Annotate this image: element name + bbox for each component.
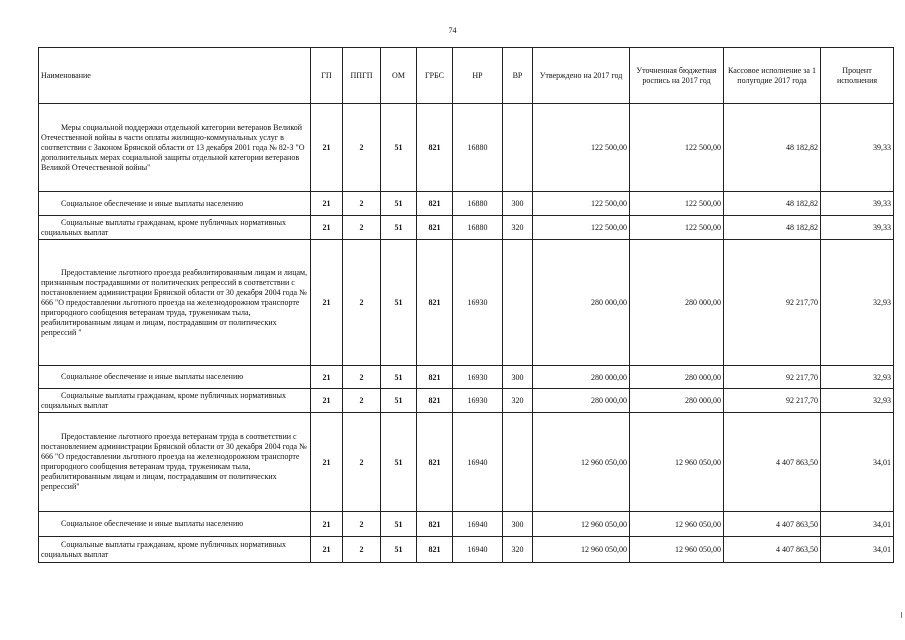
row-approved: 12 960 050,00 <box>533 413 630 512</box>
row-np: 16940 <box>453 413 503 512</box>
header-gp: ГП <box>311 48 343 104</box>
row-percent: 39,33 <box>821 104 894 192</box>
row-om: 51 <box>381 512 417 537</box>
row-om: 51 <box>381 240 417 366</box>
row-ppgp: 2 <box>343 192 381 216</box>
row-name: Предоставление льготного проезда реабилитированным лицам и лицам, признанным пострадавшими от политических репрессий в соответствии с постановлением администрации Брянской области от 30 декабря 2004 года № 666 "О предоставлении льготного проезда на железнодорожном транспорте пригородного сообщения ветеранам труда, труженикам тыла, реабилитированным лицам и лицам, пострадавшим от политических репрессий " <box>39 240 311 366</box>
header-refined: Уточненная бюджетная роспись на 2017 год <box>630 48 724 104</box>
table-row <box>39 537 894 563</box>
row-ppgp: 2 <box>343 240 381 366</box>
row-cash: 4 407 863,50 <box>724 512 821 537</box>
row-refined: 122 500,00 <box>630 216 724 240</box>
table-row <box>39 192 894 216</box>
row-gp: 21 <box>311 512 343 537</box>
row-approved: 122 500,00 <box>533 216 630 240</box>
row-np: 16940 <box>453 537 503 563</box>
row-gp: 21 <box>311 537 343 563</box>
row-ppgp: 2 <box>343 366 381 389</box>
row-percent: 32,93 <box>821 366 894 389</box>
row-ppgp: 2 <box>343 104 381 192</box>
row-percent: 34,01 <box>821 413 894 512</box>
row-approved: 12 960 050,00 <box>533 537 630 563</box>
row-cash: 48 182,82 <box>724 216 821 240</box>
row-approved: 280 000,00 <box>533 240 630 366</box>
row-gp: 21 <box>311 192 343 216</box>
budget-table <box>38 47 894 563</box>
row-gp: 21 <box>311 104 343 192</box>
scan-edge-mark <box>901 612 902 618</box>
row-refined: 122 500,00 <box>630 104 724 192</box>
row-om: 51 <box>381 413 417 512</box>
header-np: НР <box>453 48 503 104</box>
row-grbs: 821 <box>417 216 453 240</box>
row-vr: 300 <box>503 192 533 216</box>
row-ppgp: 2 <box>343 537 381 563</box>
header-om: ОМ <box>381 48 417 104</box>
row-om: 51 <box>381 104 417 192</box>
row-vr: 300 <box>503 366 533 389</box>
table-row <box>39 366 894 389</box>
header-ppgp: ППГП <box>343 48 381 104</box>
row-percent: 32,93 <box>821 389 894 413</box>
table-row <box>39 216 894 240</box>
row-vr <box>503 240 533 366</box>
row-grbs: 821 <box>417 366 453 389</box>
row-grbs: 821 <box>417 413 453 512</box>
row-refined: 280 000,00 <box>630 240 724 366</box>
row-percent: 39,33 <box>821 216 894 240</box>
header-approved: Утверждено на 2017 год <box>533 48 630 104</box>
row-vr: 320 <box>503 389 533 413</box>
row-refined: 280 000,00 <box>630 389 724 413</box>
row-approved: 12 960 050,00 <box>533 512 630 537</box>
row-name: Социальные выплаты гражданам, кроме публичных нормативных социальных выплат <box>39 389 311 413</box>
row-vr <box>503 104 533 192</box>
row-grbs: 821 <box>417 240 453 366</box>
row-np: 16940 <box>453 512 503 537</box>
row-gp: 21 <box>311 216 343 240</box>
row-np: 16880 <box>453 104 503 192</box>
page-number: 74 <box>448 26 457 35</box>
header-cash: Кассовое исполнение за 1 полугодие 2017 года <box>724 48 821 104</box>
row-np: 16880 <box>453 216 503 240</box>
row-grbs: 821 <box>417 104 453 192</box>
row-percent: 34,01 <box>821 537 894 563</box>
row-grbs: 821 <box>417 537 453 563</box>
row-approved: 122 500,00 <box>533 192 630 216</box>
row-cash: 92 217,70 <box>724 240 821 366</box>
row-approved: 280 000,00 <box>533 389 630 413</box>
row-refined: 12 960 050,00 <box>630 537 724 563</box>
row-name: Социальные выплаты гражданам, кроме публичных нормативных социальных выплат <box>39 537 311 563</box>
row-om: 51 <box>381 192 417 216</box>
row-percent: 34,01 <box>821 512 894 537</box>
row-np: 16930 <box>453 366 503 389</box>
row-name: Меры социальной поддержки отдельной категории ветеранов Великой Отечественной войны в части оплаты жилищно-коммунальных услуг в соответствии с Законом Брянской области от 13 декабря 2001 года № 82-З "О дополнительных мерах социальной защиты отдельной категории ветеранов Великой Отечественной войны" <box>39 104 311 192</box>
row-approved: 122 500,00 <box>533 104 630 192</box>
table-row <box>39 104 894 192</box>
row-gp: 21 <box>311 366 343 389</box>
row-ppgp: 2 <box>343 512 381 537</box>
row-percent: 39,33 <box>821 192 894 216</box>
table-header-row <box>39 48 894 104</box>
row-np: 16930 <box>453 389 503 413</box>
row-grbs: 821 <box>417 512 453 537</box>
row-vr: 320 <box>503 216 533 240</box>
row-vr <box>503 413 533 512</box>
row-ppgp: 2 <box>343 389 381 413</box>
row-name: Социальное обеспечение и иные выплаты населению <box>39 512 311 537</box>
header-vr: ВР <box>503 48 533 104</box>
row-name: Социальное обеспечение и иные выплаты населению <box>39 366 311 389</box>
table-row <box>39 413 894 512</box>
row-approved: 280 000,00 <box>533 366 630 389</box>
table-row <box>39 512 894 537</box>
row-vr: 320 <box>503 537 533 563</box>
row-gp: 21 <box>311 389 343 413</box>
row-gp: 21 <box>311 240 343 366</box>
row-np: 16880 <box>453 192 503 216</box>
row-cash: 4 407 863,50 <box>724 537 821 563</box>
row-om: 51 <box>381 389 417 413</box>
row-np: 16930 <box>453 240 503 366</box>
header-name: Наименование <box>39 48 311 104</box>
row-name: Социальные выплаты гражданам, кроме публичных нормативных социальных выплат <box>39 216 311 240</box>
header-grbs: ГРБС <box>417 48 453 104</box>
row-om: 51 <box>381 537 417 563</box>
header-percent: Процент исполнения <box>821 48 894 104</box>
row-refined: 280 000,00 <box>630 366 724 389</box>
row-refined: 122 500,00 <box>630 192 724 216</box>
row-om: 51 <box>381 216 417 240</box>
row-om: 51 <box>381 366 417 389</box>
row-cash: 4 407 863,50 <box>724 413 821 512</box>
row-refined: 12 960 050,00 <box>630 413 724 512</box>
row-grbs: 821 <box>417 389 453 413</box>
row-vr: 300 <box>503 512 533 537</box>
table-row <box>39 389 894 413</box>
row-ppgp: 2 <box>343 413 381 512</box>
row-ppgp: 2 <box>343 216 381 240</box>
row-refined: 12 960 050,00 <box>630 512 724 537</box>
row-name: Социальное обеспечение и иные выплаты населению <box>39 192 311 216</box>
row-name: Предоставление льготного проезда ветеранам труда в соответствии с постановлением администрации Брянской области от 30 декабря 2004 года № 666 "О предоставлении льготного проезда на железнодорожном транспорте пригородного сообщения ветеранам труда, труженикам тыла, реабилитированным лицам и лицам, пострадавшим от политических репрессий" <box>39 413 311 512</box>
table-row <box>39 240 894 366</box>
row-grbs: 821 <box>417 192 453 216</box>
row-cash: 48 182,82 <box>724 192 821 216</box>
row-cash: 92 217,70 <box>724 389 821 413</box>
row-cash: 48 182,82 <box>724 104 821 192</box>
row-gp: 21 <box>311 413 343 512</box>
row-cash: 92 217,70 <box>724 366 821 389</box>
row-percent: 32,93 <box>821 240 894 366</box>
